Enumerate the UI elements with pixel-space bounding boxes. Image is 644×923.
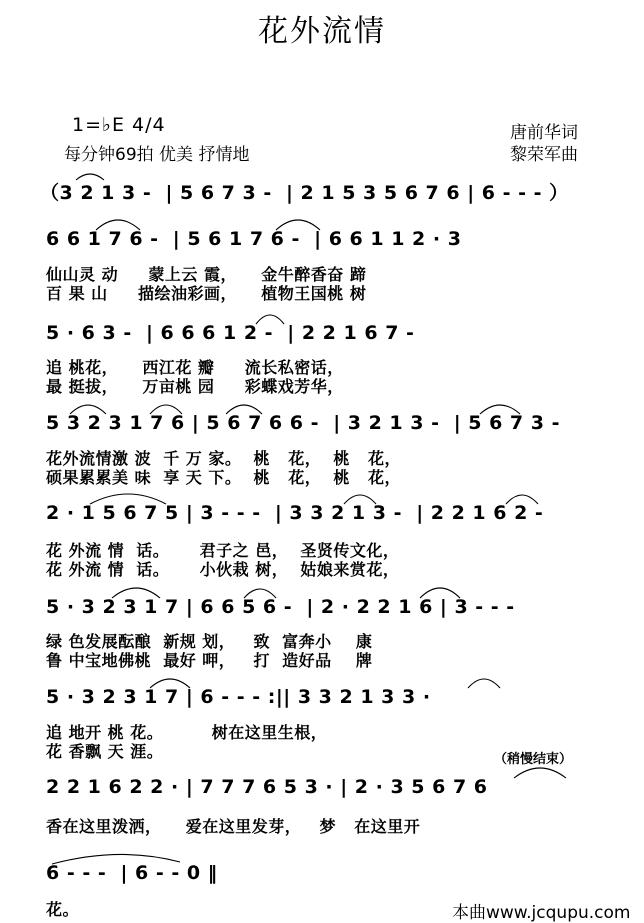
notation-row: 5 · 6 3 - | 6 6 6 1 2 - | 2 2 1 6 7 - — [46, 322, 415, 344]
lyric-line: 鲁 中宝地佛桃 最好 呷， 打 造好品 牌 — [46, 651, 373, 670]
slur-mark — [468, 679, 500, 688]
slur-mark — [344, 495, 376, 504]
notation-row: 2 2 1 6 2 2 · | 7 7 7 6 5 3 · | 2 · 3 5 6 7 6 — [46, 776, 488, 798]
notation-row: 6 6 1 7 6 - | 5 6 1 7 6 - | 6 6 1 1 2 · 3 — [46, 228, 462, 250]
lyric-line: 追 桃花， 西江花 瓣 流长私密话， — [46, 358, 344, 377]
slur-mark — [244, 589, 276, 598]
notation-row: （3 2 1 3 - | 5 6 7 3 - | 2 1 5 3 5 6 7 6 | 6 - - - ） — [40, 182, 569, 204]
slur-mark — [76, 174, 104, 180]
tempo-marking: 每分钟69拍 优美 抒情地 — [64, 145, 250, 165]
notation-row: 2 · 1 5 6 7 5 | 3 - - - | 3 3 2 1 3 - | 2 2 1 6 2 - — [46, 502, 544, 524]
lyric-line: 最 挺拔， 万亩桃 园 彩蝶戏芳华， — [46, 377, 344, 396]
composer-credit: 黎荣军曲 — [510, 145, 578, 165]
lyric-line: 花 香飘 天 涯。 — [46, 742, 164, 761]
lyric-line: 百 果 山 描绘油彩画， 植物王国桃 树 — [46, 284, 367, 303]
slur-mark — [506, 495, 538, 504]
lyric-line: 花 外流 情 话。 小伙栽 树， 姑娘来赏花， — [46, 560, 400, 579]
lyric-line: 花外流情激 波 千 万 家。 桃 花， 桃 花， — [46, 449, 402, 468]
slur-mark — [480, 405, 520, 414]
notation-row: 5 · 3 2 3 1 7 | 6 - - - :|| 3 3 2 1 3 3 · — [46, 686, 431, 708]
slur-mark — [150, 405, 182, 414]
key-signature: 1=♭E 4/4 — [72, 114, 166, 136]
slur-mark — [514, 768, 566, 778]
slur-mark — [70, 405, 106, 414]
slur-mark — [276, 220, 320, 230]
slur-mark — [96, 220, 140, 230]
lyricist-credit: 唐前华词 — [510, 123, 578, 143]
slur-mark — [112, 588, 160, 598]
lyric-line: 追 地开 桃 花。 树在这里生根， — [46, 723, 328, 742]
lyric-line: 香在这里泼洒， 爱在这里发芽， 梦 在这里开 — [46, 817, 421, 836]
tie-mark — [52, 854, 180, 864]
slur-mark — [90, 494, 166, 504]
slur-mark — [420, 588, 460, 598]
notation-row: 6 - - - | 6 - - 0 ‖ — [46, 862, 218, 884]
lyric-line: 仙山灵 动 蒙上云 霞， 金牛醉香奋 蹄 — [46, 265, 367, 284]
lyric-line: 绿 色发展酝酿 新规 划， 致 富奔小 康 — [46, 632, 373, 651]
lyric-line: 花 外流 情 话。 君子之 邑， 圣贤传文化， — [46, 541, 400, 560]
lyric-line: 硕果累累美 味 享 天 下。 桃 花， 桃 花， — [46, 468, 402, 487]
song-title: 花外流情 — [258, 14, 386, 49]
slur-mark — [150, 679, 190, 688]
notation-row: 5 · 3 2 3 1 7 | 6 6 5 6 - | 2 · 2 2 1 6 | 3 - - - — [46, 596, 515, 618]
slur-mark — [226, 405, 262, 414]
lyric-line: 花。 — [46, 900, 80, 919]
performance-note: （稍慢结束） — [494, 752, 573, 767]
notation-row: 5 3 2 3 1 7 6 | 5 6 7 6 6 - | 3 2 1 3 - | 5 6 7 3 - — [46, 412, 560, 434]
slur-mark — [256, 315, 284, 324]
watermark: 本曲www.jcqupu.com — [452, 903, 631, 923]
